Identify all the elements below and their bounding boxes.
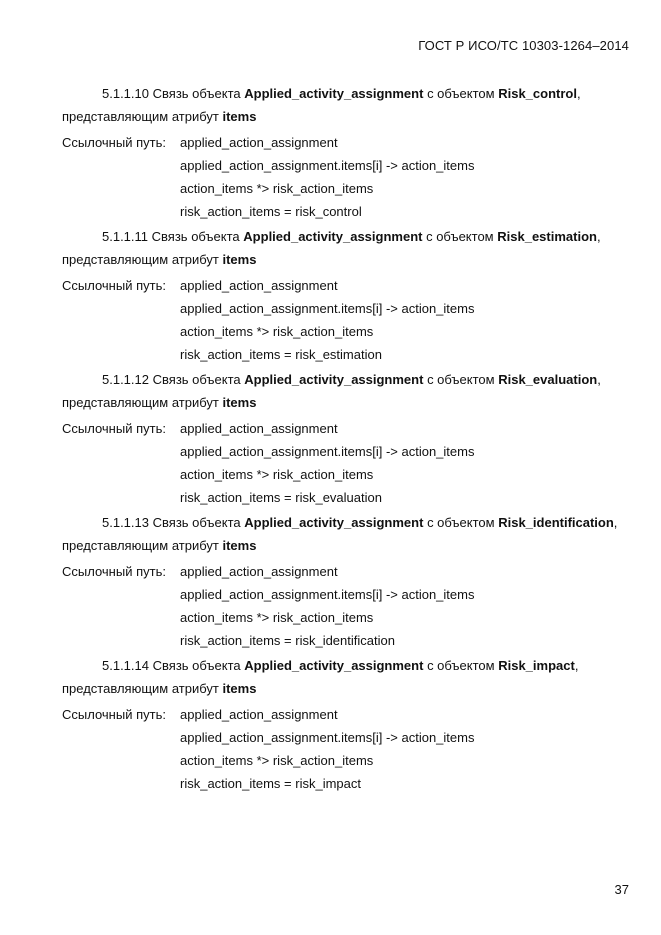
reference-path-line: applied_action_assignment [180,135,338,150]
source-entity: Applied_activity_assignment [244,86,424,101]
with-object-text: с объектом [427,86,495,101]
source-entity: Applied_activity_assignment [244,372,424,387]
reference-path-line: applied_action_assignment [180,421,338,436]
reference-path-line: action_items *> risk_action_items [180,467,374,482]
reference-path-line: applied_action_assignment [180,707,338,722]
source-entity: Applied_activity_assignment [244,658,424,673]
reference-path-label: Ссылочный путь: [62,564,166,579]
section-number: 5.1.1.10 [102,86,149,101]
attribute-name: items [222,109,257,124]
represents-text: представляющим атрибут [62,681,219,696]
heading-punctuation: , [613,515,618,530]
section-number: 5.1.1.13 [102,515,149,530]
reference-path-line: applied_action_assignment.items[i] -> action_items [180,158,475,173]
reference-path-label: Ссылочный путь: [62,278,166,293]
reference-path-line: risk_action_items = risk_evaluation [180,490,382,505]
section-heading [102,86,581,102]
section-heading-continuation [62,681,256,697]
reference-path-line: action_items *> risk_action_items [180,610,374,625]
reference-path-line: action_items *> risk_action_items [180,324,374,339]
document-standard-header: ГОСТ Р ИСО/ТС 10303-1264–2014 [418,38,629,53]
section-number: 5.1.1.12 [102,372,149,387]
with-object-text: с объектом [426,229,494,244]
reference-path-line: applied_action_assignment [180,564,338,579]
section-heading-continuation [62,252,256,268]
target-entity: Risk_estimation [497,229,597,244]
target-entity: Risk_control [498,86,577,101]
link-prefix: Связь объекта [151,229,240,244]
attribute-name: items [222,681,257,696]
section-heading-continuation [62,538,256,554]
reference-path-line: action_items *> risk_action_items [180,753,374,768]
reference-path-label: Ссылочный путь: [62,707,166,722]
section-heading [102,658,578,674]
source-entity: Applied_activity_assignment [244,515,424,530]
section-heading [102,515,617,531]
source-entity: Applied_activity_assignment [243,229,423,244]
reference-path-line: applied_action_assignment.items[i] -> action_items [180,587,475,602]
reference-path-line: applied_action_assignment.items[i] -> action_items [180,730,475,745]
reference-path-line: risk_action_items = risk_impact [180,776,361,791]
link-prefix: Связь объекта [152,372,241,387]
link-prefix: Связь объекта [152,86,241,101]
section-heading-continuation [62,109,256,125]
heading-punctuation: , [597,372,601,387]
reference-path-label: Ссылочный путь: [62,421,166,436]
section-heading [102,372,601,388]
section-heading-continuation [62,395,256,411]
page-number: 37 [614,882,629,897]
reference-path-line: applied_action_assignment.items[i] -> action_items [180,301,475,316]
with-object-text: с объектом [427,372,495,387]
represents-text: представляющим атрибут [62,395,219,410]
section-heading [102,229,601,245]
heading-punctuation: , [574,658,579,673]
heading-punctuation: , [596,229,601,244]
target-entity: Risk_identification [498,515,614,530]
heading-punctuation: , [576,86,581,101]
target-entity: Risk_evaluation [498,372,598,387]
represents-text: представляющим атрибут [62,538,219,553]
attribute-name: items [222,395,257,410]
attribute-name: items [222,538,257,553]
with-object-text: с объектом [427,515,495,530]
reference-path-line: risk_action_items = risk_estimation [180,347,382,362]
section-number: 5.1.1.14 [102,658,149,673]
reference-path-line: applied_action_assignment [180,278,338,293]
target-entity: Risk_impact [498,658,575,673]
attribute-name: items [222,252,257,267]
reference-path-label: Ссылочный путь: [62,135,166,150]
with-object-text: с объектом [427,658,495,673]
reference-path-line: applied_action_assignment.items[i] -> action_items [180,444,475,459]
link-prefix: Связь объекта [152,658,241,673]
section-number: 5.1.1.11 [102,229,149,244]
reference-path-line: action_items *> risk_action_items [180,181,374,196]
reference-path-line: risk_action_items = risk_identification [180,633,395,648]
link-prefix: Связь объекта [152,515,241,530]
reference-path-line: risk_action_items = risk_control [180,204,362,219]
represents-text: представляющим атрибут [62,109,219,124]
represents-text: представляющим атрибут [62,252,219,267]
